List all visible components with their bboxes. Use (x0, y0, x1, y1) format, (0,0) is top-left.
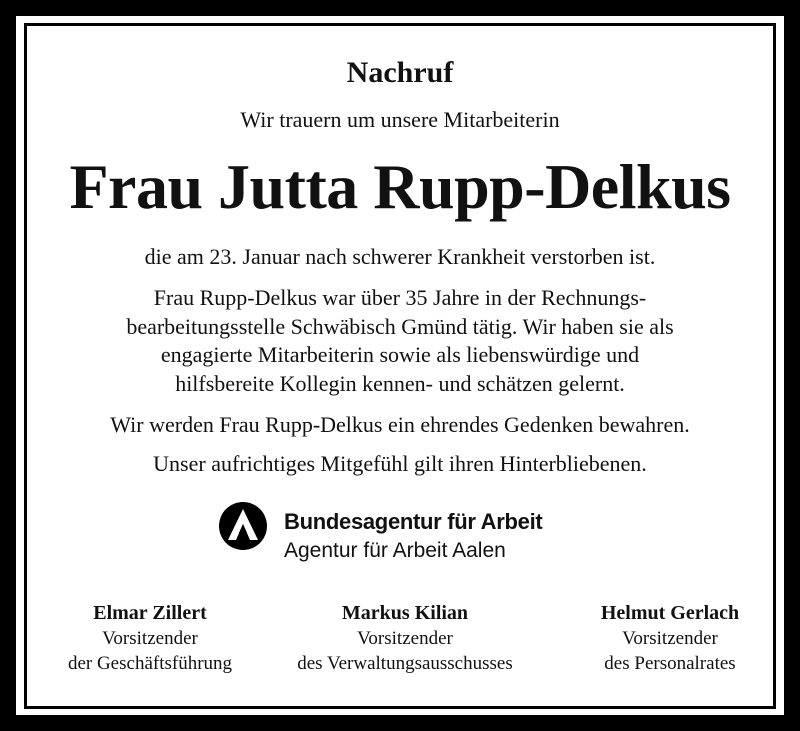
signatory-body: des Verwaltungsausschusses (297, 653, 513, 674)
organization-name: Bundesagentur für Arbeit (284, 509, 543, 534)
tribute-line: Frau Rupp-Delkus war über 35 Jahre in der Rechnungs- (153, 285, 647, 310)
tribute-line: bearbeitungsstelle Schwäbisch Gmünd tätig. Wir haben sie als (126, 313, 674, 339)
signatory-name: Markus Kilian (341, 602, 469, 624)
obituary-intro: Wir trauern um unsere Mitarbeiterin (240, 107, 560, 132)
signatory-role: Vorsitzender (102, 628, 198, 649)
death-notice-line: die am 23. Januar nach schwerer Krankheit verstorben ist. (144, 244, 656, 269)
signatory-body: der Geschäftsführung (67, 653, 233, 674)
signatory (40, 601, 260, 676)
memory-line: Wir werden Frau Rupp-Delkus ein ehrendes Gedenken bewahren. (110, 412, 690, 437)
signatory-body: des Personalrates (604, 653, 736, 674)
signatory (270, 601, 540, 676)
signatory-role: Vorsitzender (622, 628, 718, 649)
organization-branch: Agentur für Arbeit Aalen (284, 539, 506, 562)
tribute-line: hilfsbereite Kollegin kennen- und schätzen gelernt. (175, 370, 625, 396)
deceased-name: Frau Jutta Rupp-Delkus (69, 151, 731, 222)
signatory-role: Vorsitzender (357, 628, 453, 649)
sympathy-line: Unser aufrichtiges Mitgefühl gilt ihren Hinterbliebenen. (153, 451, 647, 476)
organization-block (284, 508, 542, 566)
tribute-paragraph (0, 284, 800, 398)
signatory-name: Elmar Zillert (93, 602, 207, 624)
obituary-heading: Nachruf (346, 56, 454, 89)
tribute-line: engagierte Mitarbeiterin sowie als liebenswürdige und (160, 342, 640, 367)
signatory-name: Helmut Gerlach (600, 602, 740, 624)
signatory (560, 601, 780, 676)
bundesagentur-logo-icon (218, 500, 268, 552)
